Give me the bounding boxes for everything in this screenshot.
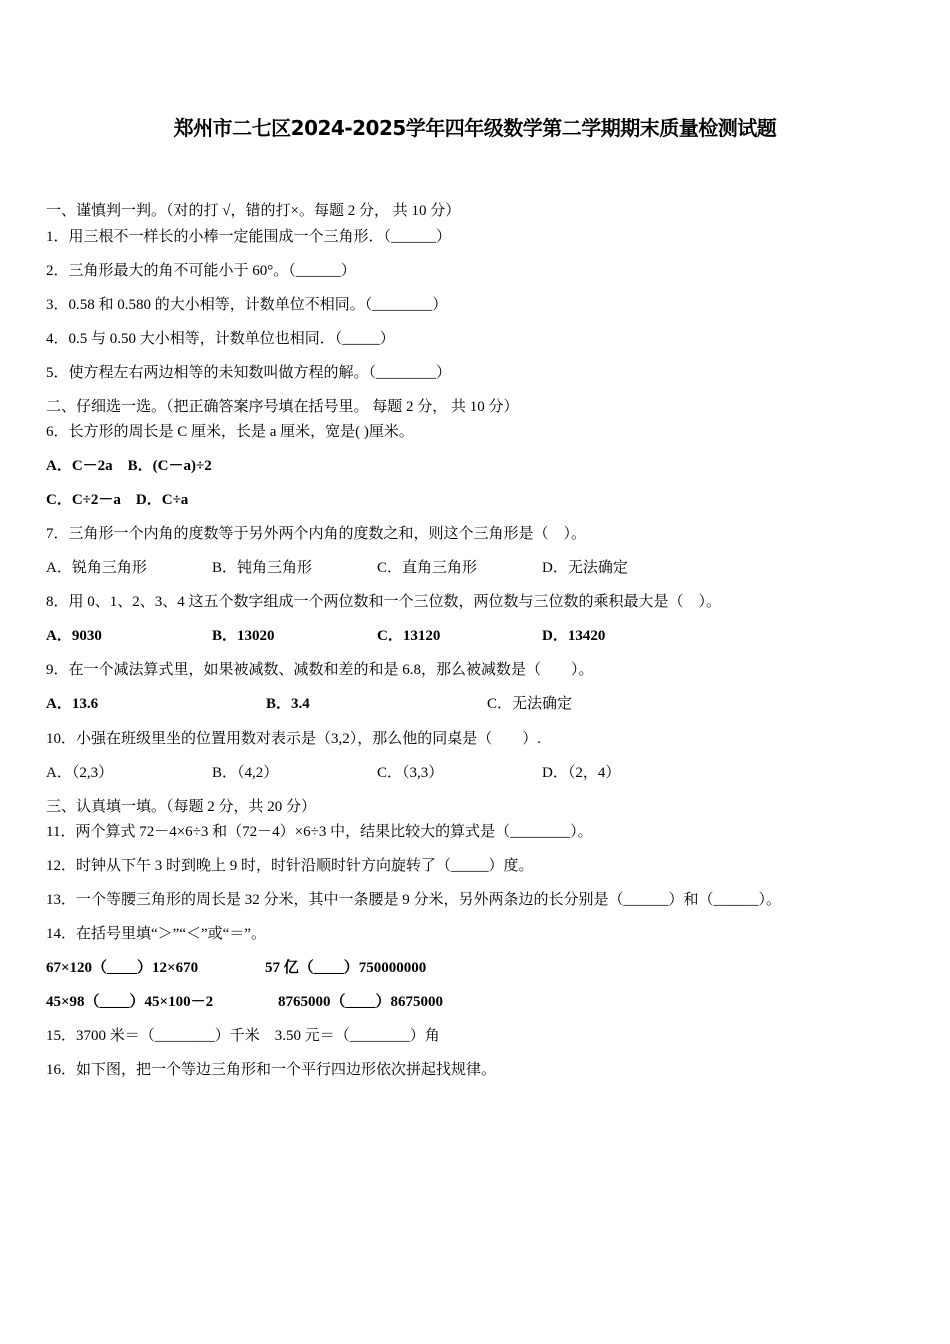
option-d: D．（2，4）: [542, 765, 621, 781]
question-10: 10．小强在班级里坐的位置用数对表示是（3,2），那么他的同桌是（ ）.: [46, 731, 542, 747]
section-heading-3: 三、认真填一填。（每题 2 分，共 20 分）: [46, 799, 317, 815]
option-b: B．（4,2）: [212, 765, 279, 781]
question-3: 3．0.58 和 0.580 的大小相等，计数单位不相同。（________）: [46, 297, 448, 313]
question-15: 15．3700 米＝（________）千米 3.50 元＝（________）角: [46, 1028, 440, 1044]
question-4: 4．0.5 与 0.50 大小相等，计数单位也相同．（_____）: [46, 331, 395, 347]
option-a: A．（2,3）: [46, 765, 114, 781]
question-14: 14．在括号里填“＞”“＜”或“＝”。: [46, 926, 266, 942]
question-8: 8．用 0、1、2、3、4 这五个数字组成一个两位数和一个三位数，两位数与三位数的乘积最大是（ ）。: [46, 594, 722, 610]
option-b: B．钝角三角形: [212, 560, 313, 576]
option-a: A．9030: [46, 628, 102, 644]
comparison-item: 57 亿（____）750000000: [265, 960, 427, 976]
question-6: 6．长方形的周长是 C 厘米，长是 a 厘米，宽是( )厘米。: [46, 424, 414, 440]
question-9: 9．在一个减法算式里，如果被减数、减数和差的和是 6.8，那么被减数是（ ）。: [46, 662, 594, 678]
question-13: 13．一个等腰三角形的周长是 32 分米，其中一条腰是 9 分米，另外两条边的长分别是（______）和（______）。: [46, 892, 782, 908]
comparison-item: 8765000（____）8675000: [278, 994, 444, 1010]
option-a: A．锐角三角形: [46, 560, 147, 576]
question-11: 11．两个算式 72－4×6÷3 和（72－4）×6÷3 中，结果比较大的算式是（________）。: [46, 824, 593, 840]
option-c: C．无法确定: [487, 696, 573, 712]
option-b: B．13020: [212, 628, 275, 644]
comparison-item: 45×98（____）45×100－2: [46, 994, 214, 1010]
option-c: C．13120: [377, 628, 441, 644]
page-title: 郑州市二七区2024-2025学年四年级数学第二学期期末质量检测试题: [173, 116, 777, 140]
option-b: B．3.4: [266, 696, 310, 712]
option-d: D．无法确定: [542, 560, 628, 576]
question-5: 5．使方程左右两边相等的未知数叫做方程的解。（________）: [46, 365, 452, 381]
question-1: 1．用三根不一样长的小棒一定能围成一个三角形．（______）: [46, 229, 452, 245]
comparison-item: 67×120（____）12×670: [46, 960, 199, 976]
section-heading-1: 一、谨慎判一判。（对的打 √，错的打×。每题 2 分， 共 10 分）: [46, 203, 461, 219]
option-c: C．（3,3）: [377, 765, 444, 781]
question-2: 2．三角形最大的角不可能小于 60°。（______）: [46, 263, 356, 279]
option-c: C．直角三角形: [377, 560, 478, 576]
question-12: 12．时钟从下午 3 时到晚上 9 时，时针沿顺时针方向旋转了（_____）度。: [46, 858, 534, 874]
section-heading-2: 二、仔细选一选。（把正确答案序号填在括号里。 每题 2 分， 共 10 分）: [46, 399, 519, 415]
option-a: A．13.6: [46, 696, 99, 712]
question-7: 7．三角形一个内角的度数等于另外两个内角的度数之和，则这个三角形是（ ）。: [46, 526, 587, 542]
question-6-options-ab: A．C－2a B．(C－a)÷2: [46, 458, 212, 474]
question-6-options-cd: C．C÷2－a D．C÷a: [46, 492, 189, 508]
option-d: D．13420: [542, 628, 606, 644]
question-16: 16．如下图，把一个等边三角形和一个平行四边形依次拼起找规律。: [46, 1062, 497, 1078]
